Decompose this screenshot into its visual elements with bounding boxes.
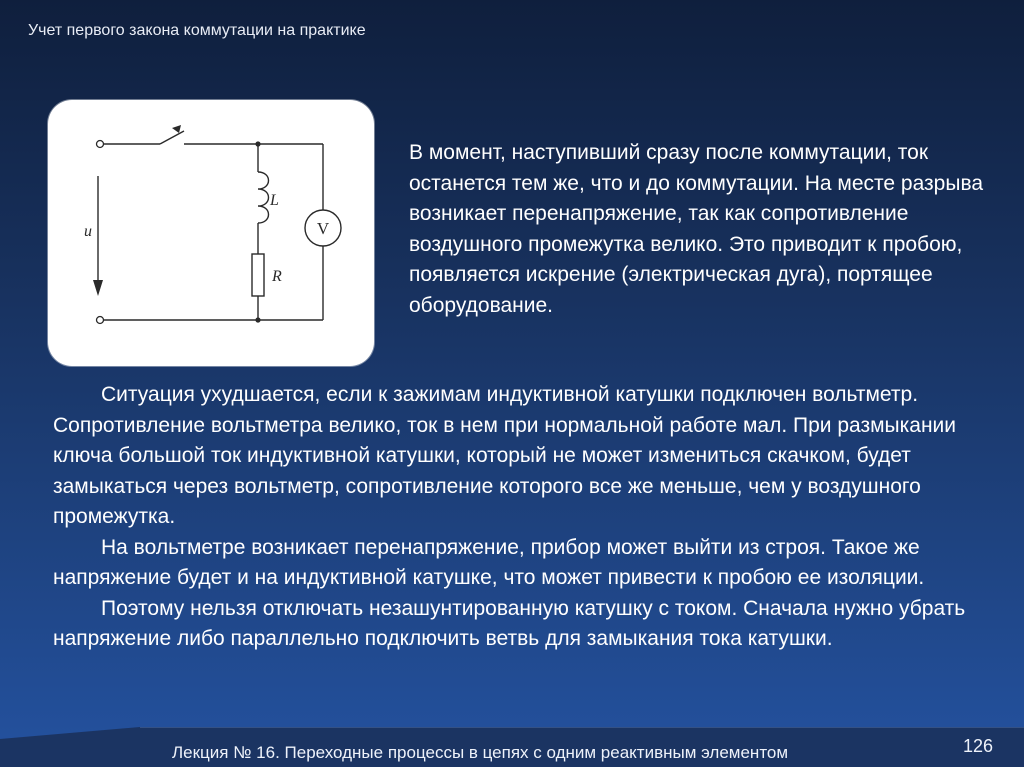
switch-blade bbox=[160, 131, 184, 144]
top-junction bbox=[255, 141, 260, 146]
circuit-diagram bbox=[48, 100, 374, 366]
intro-text: В момент, наступивший сразу после коммутации, ток останется тем же, что и до коммутации. На месте разрыва возникает перенапряжение, так как сопротивление воздушного промежутка велико. Это приводит к пробою, появляется искрение (электрическая дуга), портящее оборудование. bbox=[409, 141, 984, 317]
paragraph: Поэтому нельзя отключать незашунтированную катушку с током. Сначала нужно убрать напряжение либо параллельно подключить ветвь для замыкания тока катушки. bbox=[53, 596, 966, 650]
paragraph: На вольтметре возникает перенапряжение, прибор может выйти из строя. Такое же напряжение будет и на индуктивной катушке, что может привести к пробою ее изоляции. bbox=[53, 535, 925, 589]
voltage-arrow-head bbox=[93, 280, 103, 296]
switch-tab bbox=[172, 125, 181, 133]
inductor-coil bbox=[258, 172, 269, 223]
resistor bbox=[252, 254, 264, 296]
bottom-terminal bbox=[97, 317, 104, 324]
bottom-junction bbox=[255, 317, 260, 322]
footer-text: Лекция № 16. Переходные процессы в цепях с одним реактивным элементом bbox=[172, 743, 789, 762]
inductor-label: L bbox=[270, 192, 279, 209]
circuit-diagram-panel bbox=[48, 100, 374, 366]
page-number: 126 bbox=[963, 736, 994, 756]
slide-title: Учет первого закона коммутации на практике bbox=[28, 22, 366, 39]
top-terminal bbox=[97, 141, 104, 148]
voltmeter-label: V bbox=[316, 219, 330, 238]
body-text bbox=[53, 380, 1003, 655]
resistor-label: R bbox=[272, 268, 282, 285]
paragraph: Ситуация ухудшается, если к зажимам индуктивной катушки подключен вольтметр. Сопротивление вольтметра велико, ток в нем при нормальной работе мал. При размыкании ключа большой ток индуктивной катушки, который не может измениться скачком, будет замыкаться через вольтметр, сопротивление которого все же меньше, чем у воздушного промежутка. bbox=[53, 383, 956, 528]
voltage-label: u bbox=[84, 223, 92, 240]
